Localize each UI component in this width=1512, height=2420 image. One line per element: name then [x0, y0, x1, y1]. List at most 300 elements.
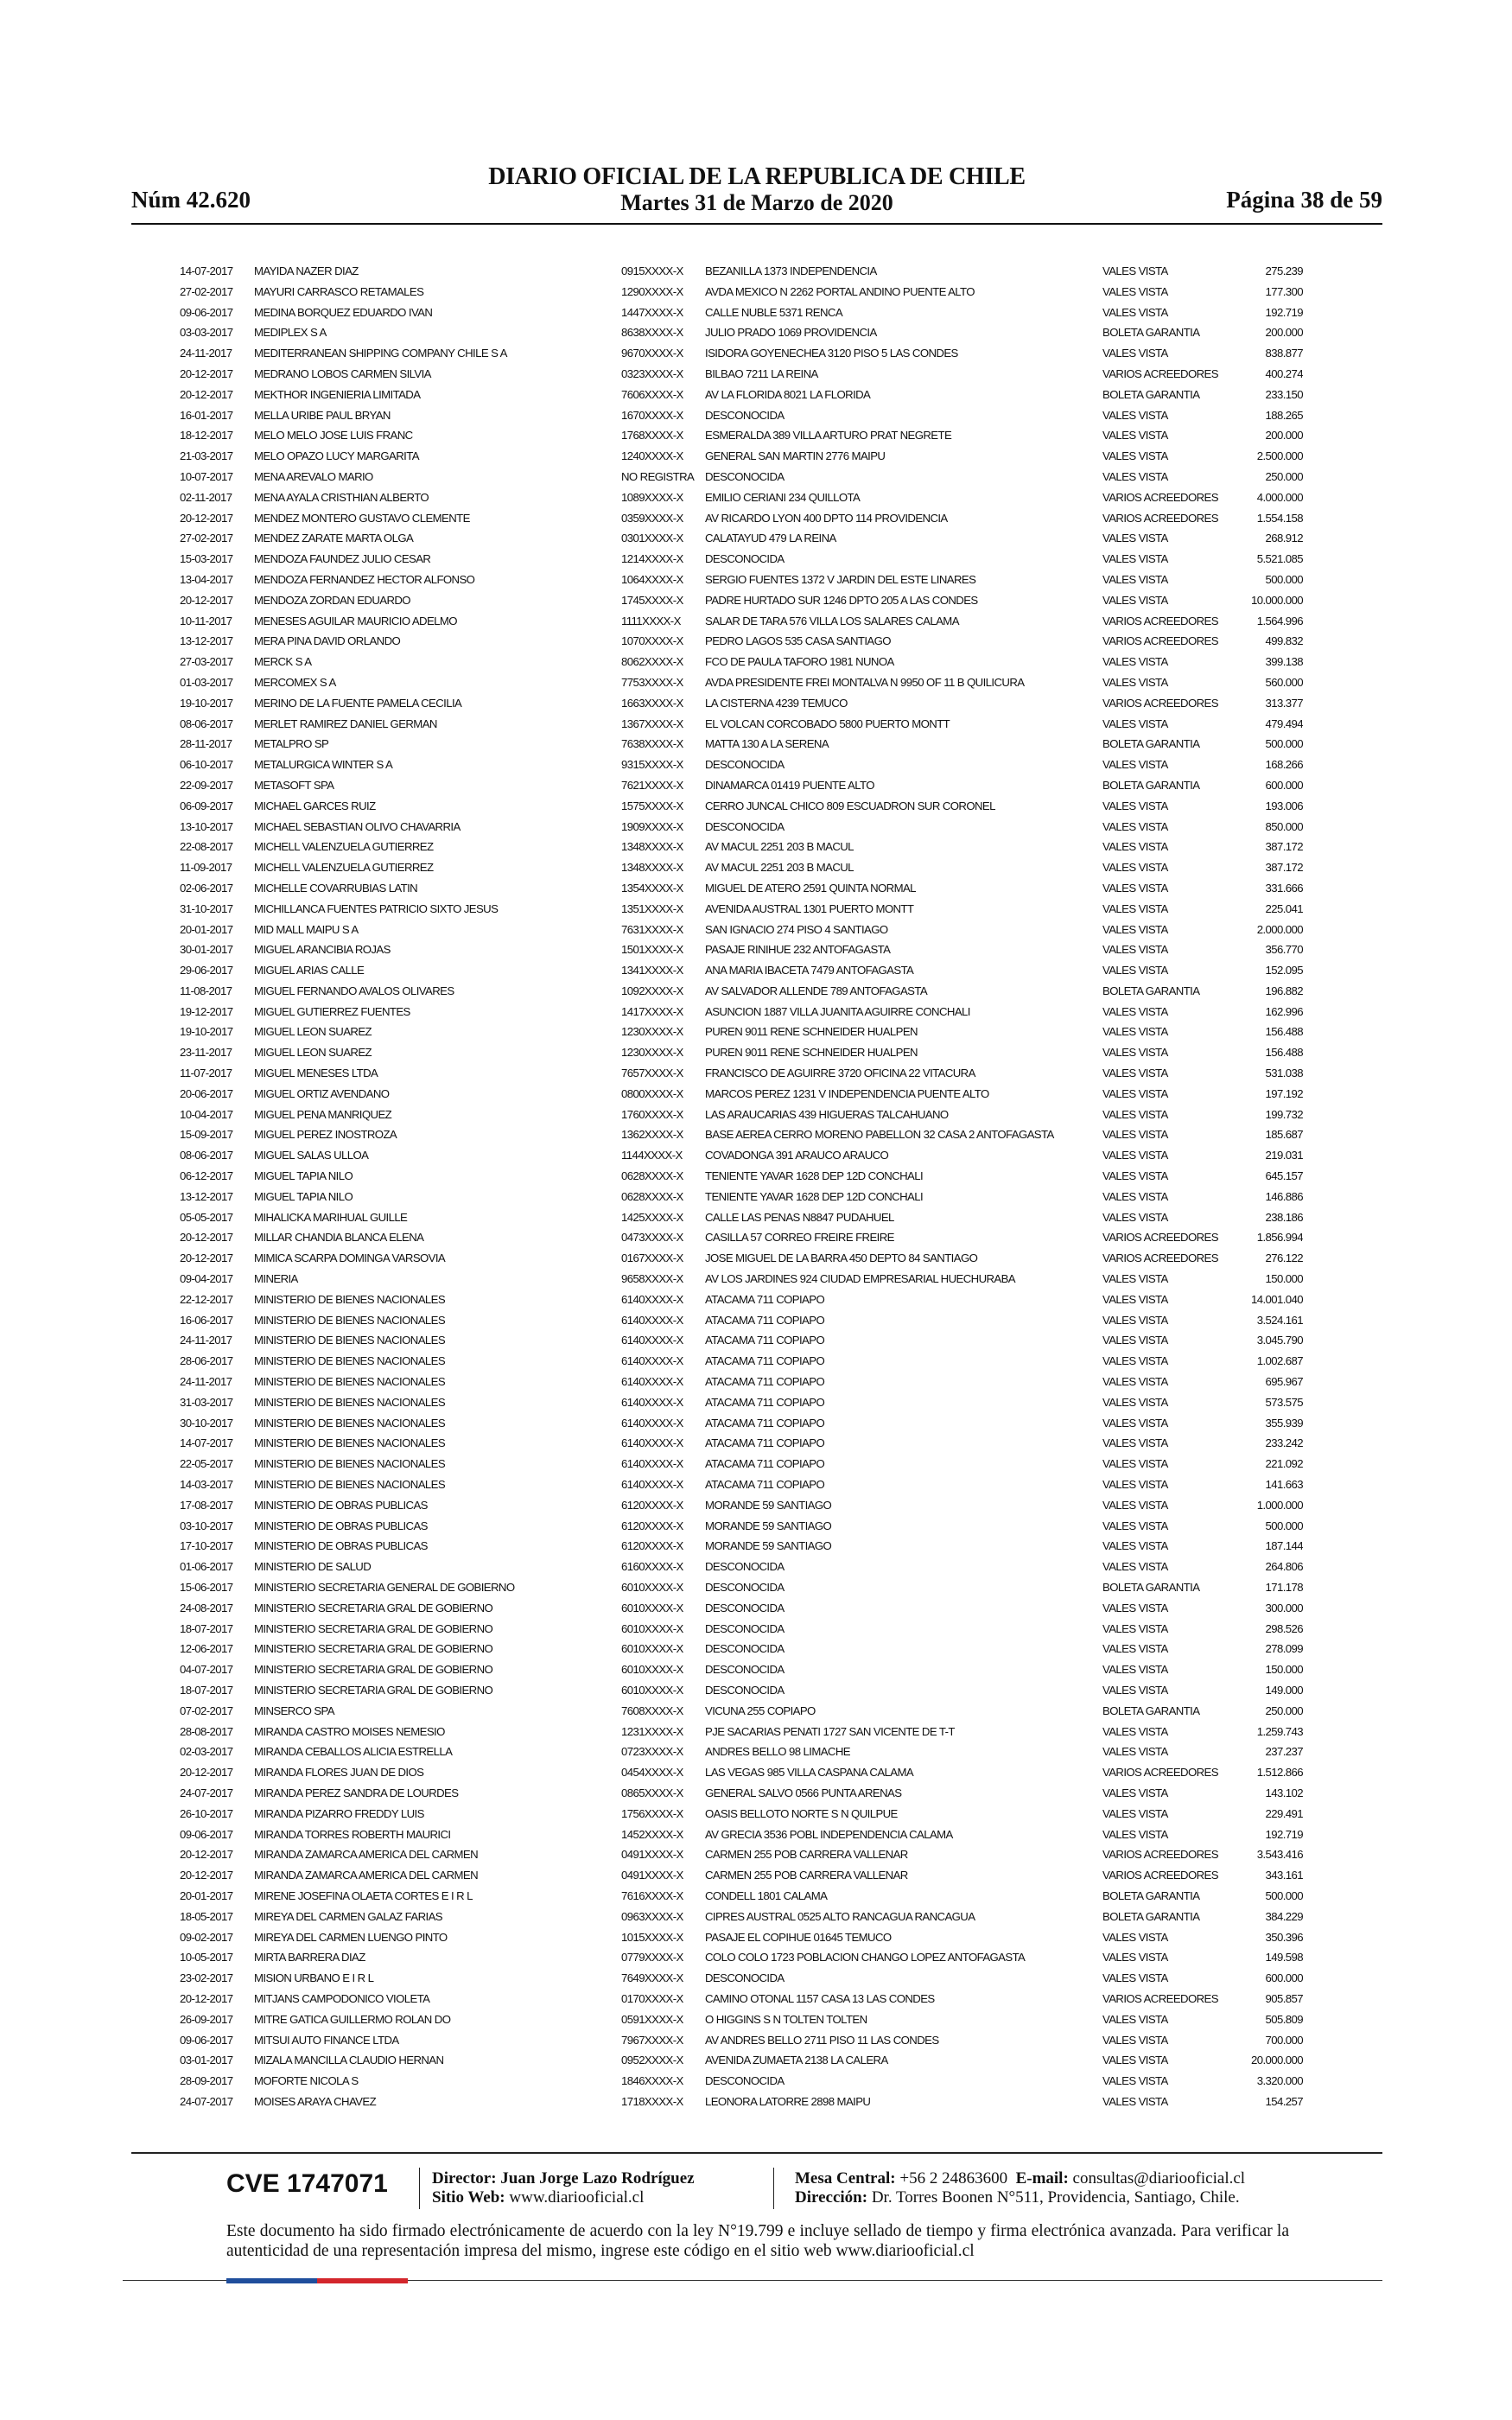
entry-date: 20-01-2017 — [180, 922, 233, 936]
entry-amount: 479.494 — [1265, 716, 1303, 730]
table-row — [180, 1207, 1303, 1228]
entry-address: AV GRECIA 3536 POBL INDEPENDENCIA CALAMA — [705, 1827, 953, 1841]
table-row — [180, 1536, 1303, 1557]
entry-rut: 0591XXXX-X — [621, 2012, 683, 2026]
entry-rut: 6140XXXX-X — [621, 1375, 683, 1389]
entry-amount: 531.038 — [1265, 1067, 1303, 1080]
entry-rut: 0723XXXX-X — [621, 1745, 683, 1759]
entry-amount: 237.237 — [1265, 1745, 1303, 1759]
entry-name: MIGUEL GUTIERREZ FUENTES — [254, 1004, 410, 1018]
entry-name: MINISTERIO DE BIENES NACIONALES — [254, 1436, 446, 1450]
entry-rut: 0167XXXX-X — [621, 1251, 683, 1265]
entry-instrument: BOLETA GARANTIA — [1102, 1704, 1200, 1717]
entry-name: MIGUEL PEREZ INOSTROZA — [254, 1128, 397, 1142]
entry-date: 28-11-2017 — [180, 737, 232, 751]
entry-rut: 1354XXXX-X — [621, 881, 683, 895]
entry-date: 30-10-2017 — [180, 1416, 233, 1430]
entry-rut: 6120XXXX-X — [621, 1539, 683, 1553]
entry-address: SAN IGNACIO 274 PISO 4 SANTIAGO — [705, 922, 888, 936]
table-row — [180, 899, 1303, 920]
entry-amount: 197.192 — [1265, 1086, 1303, 1100]
entry-amount: 275.239 — [1265, 264, 1303, 277]
entry-date: 09-04-2017 — [180, 1272, 233, 1286]
table-row — [180, 1330, 1303, 1351]
entry-amount: 1.564.996 — [1256, 614, 1303, 627]
entry-instrument: VALES VISTA — [1102, 819, 1168, 833]
entry-name: MINISTERIO SECRETARIA GRAL DE GOBIERNO — [254, 1601, 493, 1614]
table-row — [180, 2030, 1303, 2051]
entry-amount: 500.000 — [1265, 1888, 1303, 1902]
table-row — [180, 467, 1303, 487]
footer-separator — [419, 2168, 420, 2209]
table-row — [180, 1495, 1303, 1516]
entry-date: 17-08-2017 — [180, 1498, 233, 1512]
entry-address: AV MACUL 2251 203 B MACUL — [705, 861, 854, 875]
entry-date: 18-12-2017 — [180, 429, 233, 443]
publication-title: DIARIO OFICIAL DE LA REPUBLICA DE CHILE — [488, 163, 1026, 190]
entry-amount: 193.006 — [1265, 799, 1303, 812]
entry-rut: 1348XXXX-X — [621, 861, 683, 875]
entry-address: DESCONOCIDA — [705, 552, 785, 566]
entry-address: AV RICARDO LYON 400 DPTO 114 PROVIDENCIA — [705, 511, 948, 525]
entry-date: 13-10-2017 — [180, 819, 233, 833]
entry-date: 20-12-2017 — [180, 593, 233, 607]
entry-rut: 0473XXXX-X — [621, 1231, 683, 1245]
entry-rut: 1768XXXX-X — [621, 429, 683, 443]
header-divider — [131, 223, 1382, 225]
entry-amount: 355.939 — [1265, 1416, 1303, 1430]
entry-address: AV ANDRES BELLO 2711 PISO 11 LAS CONDES — [705, 2033, 939, 2047]
entry-instrument: VALES VISTA — [1102, 1395, 1168, 1409]
entry-rut: 0865XXXX-X — [621, 1786, 683, 1799]
entry-name: MIGUEL SALAS ULLOA — [254, 1149, 369, 1162]
entry-address: MATTA 130 A LA SERENA — [705, 737, 829, 751]
entry-rut: 6010XXXX-X — [621, 1581, 683, 1594]
entry-name: MENDEZ ZARATE MARTA OLGA — [254, 532, 414, 545]
entry-address: ISIDORA GOYENECHEA 3120 PISO 5 LAS CONDES — [705, 347, 958, 360]
entry-name: MINISTERIO DE OBRAS PUBLICAS — [254, 1519, 428, 1532]
entry-instrument: VALES VISTA — [1102, 1827, 1168, 1841]
table-row — [180, 1619, 1303, 1640]
table-row — [180, 837, 1303, 857]
entry-name: MEDRANO LOBOS CARMEN SILVIA — [254, 366, 431, 380]
entry-name: MIMICA SCARPA DOMINGA VARSOVIA — [254, 1251, 446, 1265]
entry-date: 27-03-2017 — [180, 655, 233, 669]
entry-name: MAYURI CARRASCO RETAMALES — [254, 284, 424, 298]
entry-amount: 3.320.000 — [1256, 2074, 1303, 2088]
table-row — [180, 425, 1303, 446]
entry-amount: 499.832 — [1265, 634, 1303, 648]
entry-instrument: VALES VISTA — [1102, 716, 1168, 730]
entry-address: DESCONOCIDA — [705, 1971, 785, 1985]
table-row — [180, 1907, 1303, 1927]
entry-instrument: VALES VISTA — [1102, 2074, 1168, 2088]
entry-instrument: VALES VISTA — [1102, 1210, 1168, 1224]
entry-address: VICUNA 255 COPIAPO — [705, 1704, 816, 1717]
entry-name: MINISTERIO SECRETARIA GRAL DE GOBIERNO — [254, 1621, 493, 1635]
entry-date: 11-07-2017 — [180, 1067, 232, 1080]
entry-rut: 0491XXXX-X — [621, 1848, 683, 1862]
entry-date: 09-06-2017 — [180, 305, 233, 319]
entry-rut: 0301XXXX-X — [621, 532, 683, 545]
entry-instrument: VALES VISTA — [1102, 264, 1168, 277]
issue-number: Núm 42.620 — [131, 187, 251, 213]
entry-instrument: VALES VISTA — [1102, 1519, 1168, 1532]
entry-rut: 6140XXXX-X — [621, 1334, 683, 1347]
entry-address: EMILIO CERIANI 234 QUILLOTA — [705, 490, 861, 504]
entry-rut: 1015XXXX-X — [621, 1930, 683, 1944]
entry-amount: 233.242 — [1265, 1436, 1303, 1450]
web-label: Sitio Web: — [432, 2188, 505, 2207]
entry-address: PUREN 9011 RENE SCHNEIDER HUALPEN — [705, 1025, 918, 1039]
entry-amount: 156.488 — [1265, 1046, 1303, 1060]
entry-date: 11-08-2017 — [180, 984, 232, 997]
entry-instrument: VALES VISTA — [1102, 1354, 1168, 1368]
entry-date: 18-05-2017 — [180, 1909, 233, 1923]
table-row — [180, 1577, 1303, 1598]
entry-amount: 200.000 — [1265, 429, 1303, 443]
entry-name: MINISTERIO DE BIENES NACIONALES — [254, 1354, 446, 1368]
entry-address: PEDRO LAGOS 535 CASA SANTIAGO — [705, 634, 891, 648]
entry-instrument: VALES VISTA — [1102, 449, 1168, 463]
entry-instrument: VALES VISTA — [1102, 572, 1168, 586]
entry-date: 09-06-2017 — [180, 2033, 233, 2047]
entry-name: MELO MELO JOSE LUIS FRANC — [254, 429, 413, 443]
entry-instrument: BOLETA GARANTIA — [1102, 737, 1200, 751]
entry-amount: 1.002.687 — [1256, 1354, 1303, 1368]
entry-date: 20-01-2017 — [180, 1888, 233, 1902]
entry-instrument: VALES VISTA — [1102, 1067, 1168, 1080]
email-link[interactable]: consultas@diariooficial.cl — [1072, 2169, 1246, 2188]
entry-rut: 6010XXXX-X — [621, 1683, 683, 1697]
entry-amount: 221.092 — [1265, 1457, 1303, 1471]
entry-address: ATACAMA 711 COPIAPO — [705, 1416, 825, 1430]
entry-address: CASILLA 57 CORREO FREIRE FREIRE — [705, 1231, 894, 1245]
entry-amount: 2.500.000 — [1256, 449, 1303, 463]
entry-instrument: VALES VISTA — [1102, 1004, 1168, 1018]
entry-instrument: VALES VISTA — [1102, 1416, 1168, 1430]
table-row — [180, 631, 1303, 652]
entry-rut: 7608XXXX-X — [621, 1704, 683, 1717]
entry-rut: 9670XXXX-X — [621, 347, 683, 360]
entry-rut: 1064XXXX-X — [621, 572, 683, 586]
entry-name: MINISTERIO DE BIENES NACIONALES — [254, 1478, 446, 1492]
entry-date: 10-04-2017 — [180, 1107, 233, 1121]
entry-amount: 399.138 — [1265, 655, 1303, 669]
entry-date: 19-10-2017 — [180, 1025, 233, 1039]
entry-amount: 143.102 — [1265, 1786, 1303, 1799]
flag-blue-band — [226, 2278, 317, 2283]
entry-name: MENDEZ MONTERO GUSTAVO CLEMENTE — [254, 511, 470, 525]
entry-rut: 7649XXXX-X — [621, 1971, 683, 1985]
entry-date: 08-06-2017 — [180, 716, 233, 730]
table-row — [180, 261, 1303, 282]
entry-instrument: VALES VISTA — [1102, 2054, 1168, 2067]
entry-date: 31-10-2017 — [180, 901, 233, 915]
entry-address: ATACAMA 711 COPIAPO — [705, 1375, 825, 1389]
entry-rut: 6140XXXX-X — [621, 1457, 683, 1471]
director-label: Director: — [432, 2169, 497, 2188]
table-row — [180, 405, 1303, 426]
entry-date: 28-06-2017 — [180, 1354, 233, 1368]
entry-amount: 1.259.743 — [1256, 1724, 1303, 1738]
entry-address: AVENIDA ZUMAETA 2138 LA CALERA — [705, 2054, 888, 2067]
entry-instrument: VALES VISTA — [1102, 1292, 1168, 1306]
table-row — [180, 528, 1303, 549]
entry-rut: 9315XXXX-X — [621, 758, 683, 772]
entry-amount: 177.300 — [1265, 284, 1303, 298]
entry-address: DESCONOCIDA — [705, 2074, 785, 2088]
entry-address: TENIENTE YAVAR 1628 DEP 12D CONCHALI — [705, 1189, 924, 1203]
entry-address: BILBAO 7211 LA REINA — [705, 366, 818, 380]
table-row — [180, 590, 1303, 611]
entry-name: MOISES ARAYA CHAVEZ — [254, 2094, 377, 2108]
entry-name: MENDOZA FERNANDEZ HECTOR ALFONSO — [254, 572, 475, 586]
table-row — [180, 282, 1303, 302]
entry-instrument: BOLETA GARANTIA — [1102, 1888, 1200, 1902]
entry-rut: 6140XXXX-X — [621, 1313, 683, 1327]
entry-name: MISION URBANO E I R L — [254, 1971, 374, 1985]
entry-date: 11-09-2017 — [180, 861, 232, 875]
entry-instrument: VALES VISTA — [1102, 1621, 1168, 1635]
entry-date: 27-02-2017 — [180, 532, 233, 545]
entry-amount: 905.857 — [1265, 1991, 1303, 2005]
entry-amount: 152.095 — [1265, 964, 1303, 978]
mesa-phone: +56 2 24863600 — [899, 2169, 1008, 2188]
table-row — [180, 1022, 1303, 1042]
entry-rut: 1362XXXX-X — [621, 1128, 683, 1142]
entry-instrument: VALES VISTA — [1102, 1107, 1168, 1121]
entry-instrument: VALES VISTA — [1102, 1539, 1168, 1553]
entry-date: 13-12-2017 — [180, 1189, 233, 1203]
entry-instrument: VALES VISTA — [1102, 1786, 1168, 1799]
entry-amount: 156.488 — [1265, 1025, 1303, 1039]
entry-address: MORANDE 59 SANTIAGO — [705, 1498, 832, 1512]
entry-rut: 1230XXXX-X — [621, 1046, 683, 1060]
entry-rut: 1367XXXX-X — [621, 716, 683, 730]
entry-amount: 149.000 — [1265, 1683, 1303, 1697]
entry-instrument: BOLETA GARANTIA — [1102, 387, 1200, 401]
entry-amount: 500.000 — [1265, 572, 1303, 586]
entry-date: 06-10-2017 — [180, 758, 233, 772]
entry-address: CARMEN 255 POB CARRERA VALLENAR — [705, 1848, 908, 1862]
entry-amount: 276.122 — [1265, 1251, 1303, 1265]
entry-amount: 300.000 — [1265, 1601, 1303, 1614]
table-row — [180, 1392, 1303, 1413]
entry-instrument: VALES VISTA — [1102, 1724, 1168, 1738]
entry-address: DESCONOCIDA — [705, 408, 785, 422]
table-row — [180, 1372, 1303, 1392]
table-row — [180, 1762, 1303, 1783]
entry-name: MERA PINA DAVID ORLANDO — [254, 634, 401, 648]
entry-address: COVADONGA 391 ARAUCO ARAUCO — [705, 1149, 889, 1162]
table-row — [180, 1783, 1303, 1804]
entry-address: ASUNCION 1887 VILLA JUANITA AGUIRRE CONCHALI — [705, 1004, 970, 1018]
entry-name: MENA AREVALO MARIO — [254, 469, 373, 483]
entry-rut: 1447XXXX-X — [621, 305, 683, 319]
entry-name: MIGUEL TAPIA NILO — [254, 1169, 353, 1183]
entry-instrument: VALES VISTA — [1102, 1313, 1168, 1327]
entry-instrument: VARIOS ACREEDORES — [1102, 1251, 1218, 1265]
entry-date: 03-03-2017 — [180, 326, 233, 340]
entry-date: 10-11-2017 — [180, 614, 232, 627]
entry-name: MINISTERIO DE BIENES NACIONALES — [254, 1395, 446, 1409]
entry-date: 14-07-2017 — [180, 264, 233, 277]
table-row — [180, 1310, 1303, 1331]
entry-amount: 192.719 — [1265, 1827, 1303, 1841]
entry-address: DESCONOCIDA — [705, 819, 785, 833]
table-row — [180, 549, 1303, 570]
entry-date: 28-08-2017 — [180, 1724, 233, 1738]
entry-name: MIREYA DEL CARMEN LUENGO PINTO — [254, 1930, 448, 1944]
entry-date: 27-02-2017 — [180, 284, 233, 298]
entry-amount: 229.491 — [1265, 1806, 1303, 1820]
entry-name: MILLAR CHANDIA BLANCA ELENA — [254, 1231, 424, 1245]
entry-amount: 162.996 — [1265, 1004, 1303, 1018]
table-row — [180, 1124, 1303, 1145]
entry-rut: 7631XXXX-X — [621, 922, 683, 936]
entry-amount: 387.172 — [1265, 840, 1303, 854]
entry-instrument: VALES VISTA — [1102, 1478, 1168, 1492]
table-row — [180, 1804, 1303, 1825]
entry-address: ATACAMA 711 COPIAPO — [705, 1436, 825, 1450]
table-row — [180, 385, 1303, 405]
entry-address: COLO COLO 1723 POBLACION CHANGO LOPEZ ANTOFAGASTA — [705, 1951, 1026, 1965]
entry-amount: 200.000 — [1265, 326, 1303, 340]
entry-rut: 0454XXXX-X — [621, 1766, 683, 1780]
entry-address: DESCONOCIDA — [705, 1683, 785, 1697]
publication-date: Martes 31 de Marzo de 2020 — [620, 190, 893, 215]
entry-name: MIGUEL PENA MANRIQUEZ — [254, 1107, 392, 1121]
table-row — [180, 2071, 1303, 2092]
entries-table — [180, 261, 1303, 2112]
entry-rut: 7657XXXX-X — [621, 1067, 683, 1080]
table-row — [180, 1105, 1303, 1125]
entry-name: MIGUEL LEON SUAREZ — [254, 1046, 372, 1060]
entry-address: TENIENTE YAVAR 1628 DEP 12D CONCHALI — [705, 1169, 924, 1183]
entry-instrument: VALES VISTA — [1102, 429, 1168, 443]
table-row — [180, 939, 1303, 960]
table-row — [180, 1166, 1303, 1187]
entry-rut: NO REGISTRA — [621, 469, 695, 483]
table-row — [180, 693, 1303, 714]
entry-rut: 0323XXXX-X — [621, 366, 683, 380]
entry-date: 18-07-2017 — [180, 1683, 233, 1697]
entry-amount: 1.856.994 — [1256, 1231, 1303, 1245]
entry-rut: 0915XXXX-X — [621, 264, 683, 277]
entry-instrument: VARIOS ACREEDORES — [1102, 614, 1218, 627]
entry-name: MOFORTE NICOLA S — [254, 2074, 359, 2088]
entry-address: DINAMARCA 01419 PUENTE ALTO — [705, 778, 874, 792]
entry-name: MELO OPAZO LUCY MARGARITA — [254, 449, 419, 463]
entry-address: AV SALVADOR ALLENDE 789 ANTOFAGASTA — [705, 984, 928, 997]
entry-rut: 0963XXXX-X — [621, 1909, 683, 1923]
table-row — [180, 960, 1303, 981]
entry-instrument: VARIOS ACREEDORES — [1102, 366, 1218, 380]
entry-instrument: VALES VISTA — [1102, 881, 1168, 895]
table-row — [180, 322, 1303, 343]
web-link[interactable]: www.diariooficial.cl — [509, 2188, 645, 2207]
entry-date: 30-01-2017 — [180, 943, 233, 957]
entry-name: MIRENE JOSEFINA OLAETA CORTES E I R L — [254, 1888, 473, 1902]
entry-amount: 2.000.000 — [1256, 922, 1303, 936]
entry-instrument: BOLETA GARANTIA — [1102, 1909, 1200, 1923]
table-row — [180, 1063, 1303, 1084]
entry-amount: 560.000 — [1265, 675, 1303, 689]
entry-rut: 1756XXXX-X — [621, 1806, 683, 1820]
entry-name: MEDIPLEX S A — [254, 326, 327, 340]
entry-address: CERRO JUNCAL CHICO 809 ESCUADRON SUR CORONEL — [705, 799, 995, 812]
entry-rut: 1351XXXX-X — [621, 901, 683, 915]
entry-amount: 168.266 — [1265, 758, 1303, 772]
entry-date: 20-12-2017 — [180, 1869, 233, 1882]
entry-address: OASIS BELLOTO NORTE S N QUILPUE — [705, 1806, 898, 1820]
entry-address: AV MACUL 2251 203 B MACUL — [705, 840, 854, 854]
entry-instrument: VALES VISTA — [1102, 964, 1168, 978]
entry-name: MINISTERIO SECRETARIA GRAL DE GOBIERNO — [254, 1642, 493, 1656]
entry-rut: 0628XXXX-X — [621, 1169, 683, 1183]
table-row — [180, 2009, 1303, 2030]
entry-rut: 0779XXXX-X — [621, 1951, 683, 1965]
entry-amount: 4.000.000 — [1256, 490, 1303, 504]
entry-address: MORANDE 59 SANTIAGO — [705, 1519, 832, 1532]
entry-amount: 225.041 — [1265, 901, 1303, 915]
table-row — [180, 734, 1303, 755]
entry-instrument: VALES VISTA — [1102, 1272, 1168, 1286]
table-row — [180, 878, 1303, 899]
entry-instrument: VALES VISTA — [1102, 1149, 1168, 1162]
entry-date: 15-09-2017 — [180, 1128, 233, 1142]
entry-address: DESCONOCIDA — [705, 1621, 785, 1635]
entry-address: ANDRES BELLO 98 LIMACHE — [705, 1745, 850, 1759]
entry-date: 10-07-2017 — [180, 469, 233, 483]
entry-rut: 1670XXXX-X — [621, 408, 683, 422]
entry-instrument: VARIOS ACREEDORES — [1102, 511, 1218, 525]
entry-name: MIGUEL MENESES LTDA — [254, 1067, 378, 1080]
entry-address: CIPRES AUSTRAL 0525 ALTO RANCAGUA RANCAGUA — [705, 1909, 975, 1923]
entry-rut: 6160XXXX-X — [621, 1560, 683, 1574]
entry-address: GENERAL SALVO 0566 PUNTA ARENAS — [705, 1786, 902, 1799]
entry-rut: 6120XXXX-X — [621, 1498, 683, 1512]
entry-date: 26-10-2017 — [180, 1806, 233, 1820]
entry-instrument: VALES VISTA — [1102, 1806, 1168, 1820]
entry-address: ATACAMA 711 COPIAPO — [705, 1478, 825, 1492]
entry-instrument: VALES VISTA — [1102, 943, 1168, 957]
entry-date: 15-06-2017 — [180, 1581, 233, 1594]
table-row — [180, 1639, 1303, 1659]
entry-rut: 6140XXXX-X — [621, 1354, 683, 1368]
entry-rut: 6140XXXX-X — [621, 1416, 683, 1430]
entry-date: 20-12-2017 — [180, 1231, 233, 1245]
entry-instrument: VALES VISTA — [1102, 593, 1168, 607]
entry-instrument: VALES VISTA — [1102, 1951, 1168, 1965]
entry-rut: 0491XXXX-X — [621, 1869, 683, 1882]
entry-address: PASAJE RINIHUE 232 ANTOFAGASTA — [705, 943, 891, 957]
entry-rut: 1417XXXX-X — [621, 1004, 683, 1018]
entry-name: MIRTA BARRERA DIAZ — [254, 1951, 365, 1965]
entry-address: AVENIDA AUSTRAL 1301 PUERTO MONTT — [705, 901, 914, 915]
table-row — [180, 755, 1303, 775]
entry-name: MITSUI AUTO FINANCE LTDA — [254, 2033, 399, 2047]
entry-date: 18-07-2017 — [180, 1621, 233, 1635]
entry-address: GENERAL SAN MARTIN 2776 MAIPU — [705, 449, 886, 463]
entry-rut: 1501XXXX-X — [621, 943, 683, 957]
entry-name: MICHELL VALENZUELA GUTIERREZ — [254, 861, 434, 875]
entry-amount: 238.186 — [1265, 1210, 1303, 1224]
contact-block — [795, 2169, 1245, 2207]
entry-date: 22-09-2017 — [180, 778, 233, 792]
table-row — [180, 2092, 1303, 2112]
